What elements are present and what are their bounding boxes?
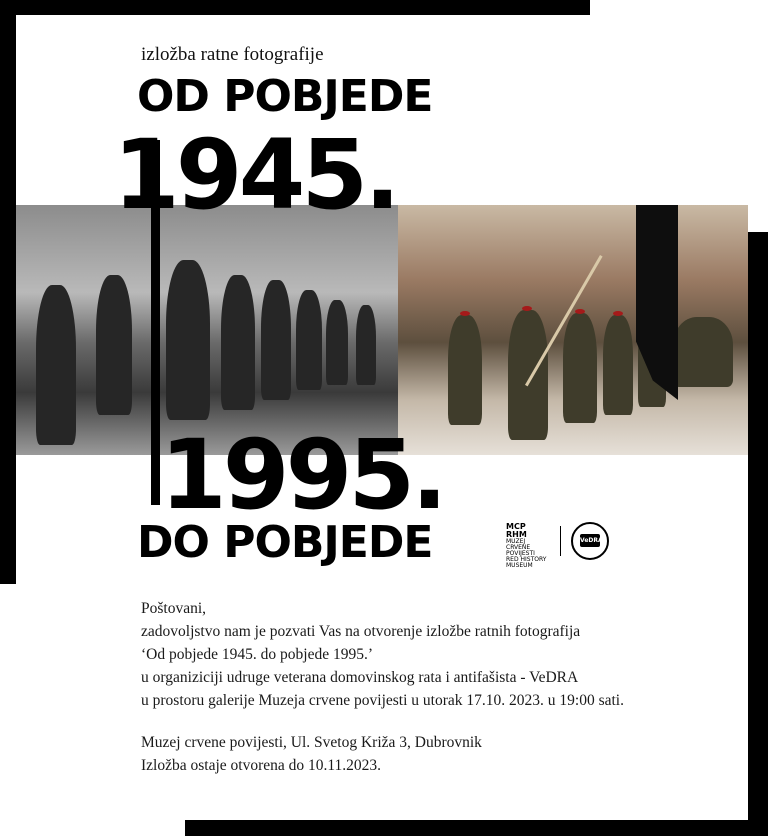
- mcp-rhm-logo: MCP RHM MUZEJ CRVENE POVIJESTI RED HISTORY MUSEUM: [506, 522, 547, 569]
- frame-bottom-bar: [185, 820, 768, 836]
- partner-logos: [506, 522, 609, 569]
- invitation-line-3: u organiziciji udruge veterana domovinskog rata i antifašista - VeDRA: [141, 669, 579, 686]
- ww2-parade-photo: [16, 205, 400, 455]
- year-1945: 1945.: [113, 119, 397, 231]
- frame-right-bar: [748, 232, 768, 836]
- invitation-line-4: u prostoru galerije Muzeja crvene povijesti u utorak 17.10. 2023. u 19:00 sati.: [141, 692, 624, 709]
- heading-bottom: DO POBJEDE: [137, 517, 433, 568]
- logo-divider: [560, 526, 561, 556]
- year-1995: 1995.: [160, 419, 444, 531]
- vedra-logo: VeDRA: [571, 522, 609, 560]
- invitation-line-2: ‘Od pobjede 1945. do pobjede 1995.’: [141, 646, 374, 663]
- heading-top: OD POBJEDE: [137, 71, 433, 122]
- exhibition-subtitle: izložba ratne fotografije: [141, 44, 324, 65]
- frame-left-bar: [0, 0, 16, 584]
- invitation-line-1: zadovoljstvo nam je pozvati Vas na otvorenje izložbe ratnih fotografija: [141, 623, 581, 640]
- footer-text: [141, 731, 482, 777]
- invitation-text: [141, 597, 624, 712]
- 1995-parade-photo: [398, 205, 748, 455]
- frame-top-bar: [0, 0, 590, 15]
- museum-address: Muzej crvene povijesti, Ul. Svetog Križa 3, Dubrovnik: [141, 734, 482, 751]
- greeting: Poštovani,: [141, 600, 207, 617]
- exhibition-end-date: Izložba ostaje otvorena do 10.11.2023.: [141, 757, 382, 774]
